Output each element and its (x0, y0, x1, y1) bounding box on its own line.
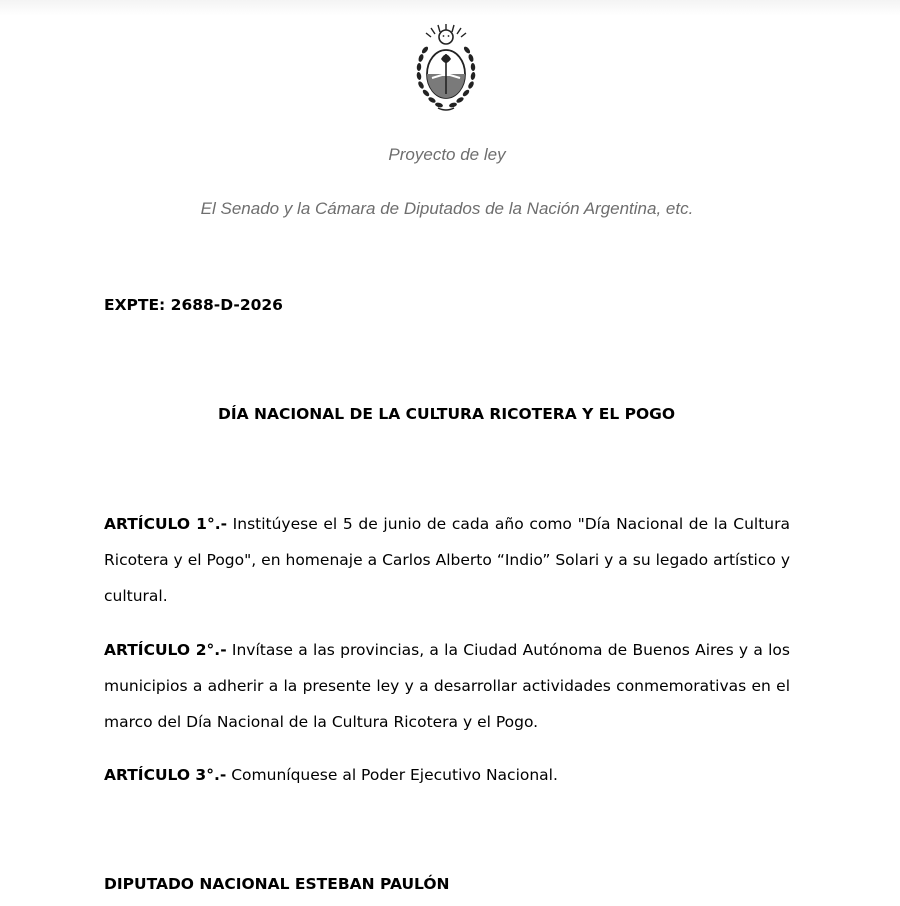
article-2-label: ARTÍCULO 2°.- (104, 641, 227, 659)
article-1-label: ARTÍCULO 1°.- (104, 515, 228, 533)
law-title: DÍA NACIONAL DE LA CULTURA RICOTERA Y EL POGO (217, 405, 676, 423)
argentina-coat-of-arms-icon (412, 22, 480, 112)
proyecto-de-ley-heading: Proyecto de ley (388, 145, 506, 164)
expediente-number: EXPTE: 2688-D-2026 (104, 296, 283, 314)
article-3 (104, 757, 790, 793)
article-3-text: Comuníquese al Poder Ejecutivo Nacional. (226, 766, 558, 784)
article-2-text: Invítase a las provincias, a la Ciudad Autónoma de Buenos Aires y a los municipios a adherir a la presente ley y a desarrollar actividades conmemorativas en el marco del Día Nacional de la Cultura Ricotera y el Pogo. (104, 641, 790, 731)
article-1-text: Institúyese el 5 de junio de cada año como "Día Nacional de la Cultura Ricotera y el Pogo", en homenaje a Carlos Alberto “Indio” Solari y a su legado artístico y cultural. (104, 515, 790, 605)
signature-line: DIPUTADO NACIONAL ESTEBAN PAULÓN (104, 875, 450, 893)
article-1 (104, 506, 790, 614)
article-3-label: ARTÍCULO 3°.- (104, 766, 227, 784)
page-top-shadow (0, 0, 900, 16)
article-2 (104, 632, 790, 740)
enacting-clause: El Senado y la Cámara de Diputados de la Nación Argentina, etc. (200, 199, 694, 218)
